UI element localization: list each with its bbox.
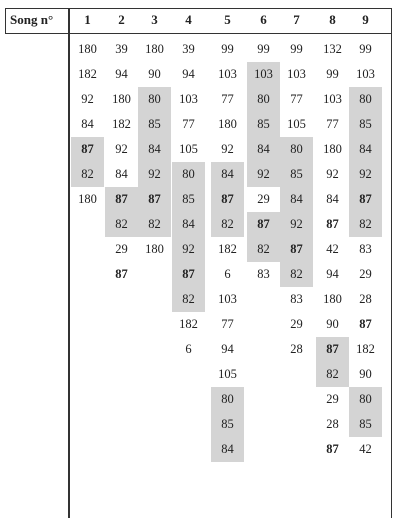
table-cell: 180 [78,192,97,206]
column-header-9: 9 [362,12,369,27]
table-cell: 99 [359,42,372,56]
table-cell: 180 [78,42,97,56]
table-cell: 103 [323,92,342,106]
table-cell: 94 [326,267,339,281]
table-cell: 87 [115,267,128,281]
table-cell: 92 [326,167,339,181]
header-label: Song n° [10,12,54,27]
table-cell: 87 [316,337,349,362]
table-cell: 105 [218,367,237,381]
table-cell: 82 [211,212,244,237]
table-cell: 29 [359,267,372,281]
table-cell: 42 [326,242,339,256]
table-cell: 84 [81,117,94,131]
table-cell: 82 [280,262,313,287]
column-header-3: 3 [151,12,158,27]
table-top-border [5,8,392,9]
table-cell: 80 [138,87,171,112]
table-cell: 99 [326,67,339,81]
column-header-8: 8 [329,12,336,27]
table-cell: 103 [218,67,237,81]
column-header-6: 6 [260,12,267,27]
table-cell: 29 [326,392,339,406]
table-cell: 87 [211,187,244,212]
label-column-separator [68,8,70,518]
table-cell: 92 [138,162,171,187]
table-cell: 92 [247,162,280,187]
table-cell: 83 [359,242,372,256]
table-cell: 77 [326,117,339,131]
table-cell: 182 [112,117,131,131]
table-cell: 6 [185,342,192,356]
table-cell: 87 [172,262,205,287]
table-cell: 77 [182,117,195,131]
table-cell: 99 [290,42,303,56]
table-cell: 180 [218,117,237,131]
table-cell: 80 [211,387,244,412]
table-cell: 85 [211,412,244,437]
table-cell: 6 [224,267,231,281]
table-cell: 85 [280,162,313,187]
table-cell: 87 [280,237,313,262]
table-cell: 92 [349,162,382,187]
table-cell: 182 [218,242,237,256]
table-cell: 82 [71,162,104,187]
table-cell: 77 [221,317,234,331]
table-cell: 94 [221,342,234,356]
table-cell: 85 [172,187,205,212]
table-cell: 85 [247,112,280,137]
table-cell: 87 [326,442,339,456]
table-cell: 92 [280,212,313,237]
table-cell: 80 [349,87,382,112]
table-cell: 105 [179,142,198,156]
table-cell: 90 [148,67,161,81]
table-cell: 103 [356,67,375,81]
table-cell: 84 [280,187,313,212]
table-cell: 84 [138,137,171,162]
table-cell: 99 [257,42,270,56]
table-cell: 103 [218,292,237,306]
table-cell: 80 [247,87,280,112]
table-cell: 87 [105,187,138,212]
table-cell: 82 [349,212,382,237]
table-cell: 180 [145,242,164,256]
header-bottom-border [5,33,392,34]
table-cell: 39 [182,42,195,56]
table-cell: 180 [323,292,342,306]
table-cell: 180 [112,92,131,106]
table-cell: 82 [247,237,280,262]
table-cell: 85 [349,112,382,137]
table-cell: 99 [221,42,234,56]
table-cell: 92 [81,92,94,106]
table-cell: 103 [247,62,280,87]
table-cell: 94 [182,67,195,81]
table-cell: 39 [115,42,128,56]
table-cell: 132 [323,42,342,56]
table-cell: 92 [172,237,205,262]
table-cell: 29 [290,317,303,331]
table-cell: 85 [138,112,171,137]
table-cell: 83 [290,292,303,306]
table-cell: 92 [221,142,234,156]
table-cell: 84 [172,212,205,237]
table-cell: 80 [172,162,205,187]
header-left-border [5,8,6,34]
table-cell: 82 [138,212,171,237]
table-cell: 77 [290,92,303,106]
column-header-2: 2 [118,12,125,27]
table-cell: 182 [78,67,97,81]
table-cell: 84 [211,437,244,462]
table-cell: 87 [138,187,171,212]
table-cell: 29 [115,242,128,256]
column-header-1: 1 [84,12,91,27]
table-cell: 103 [179,92,198,106]
table-cell: 90 [326,317,339,331]
column-header-7: 7 [293,12,300,27]
table-cell: 28 [359,292,372,306]
table-cell: 87 [326,217,339,231]
table-cell: 87 [349,187,382,212]
table-cell: 84 [349,137,382,162]
table-cell: 80 [349,387,382,412]
table-cell: 87 [71,137,104,162]
table-cell: 82 [105,212,138,237]
table-cell: 28 [290,342,303,356]
table-cell: 84 [247,137,280,162]
table-cell: 29 [257,192,270,206]
table-right-border [391,8,392,518]
table-cell: 80 [280,137,313,162]
table-cell: 87 [247,212,280,237]
column-header-4: 4 [185,12,192,27]
table-cell: 182 [179,317,198,331]
table-cell: 180 [323,142,342,156]
table-cell: 77 [221,92,234,106]
table-cell: 85 [349,412,382,437]
table-cell: 84 [326,192,339,206]
table-cell: 83 [257,267,270,281]
table-cell: 103 [287,67,306,81]
table-cell: 84 [211,162,244,187]
table-cell: 90 [359,367,372,381]
table-cell: 82 [172,287,205,312]
table-cell: 105 [287,117,306,131]
table-cell: 87 [359,317,372,331]
table-cell: 182 [356,342,375,356]
table-cell: 42 [359,442,372,456]
table-cell: 82 [316,362,349,387]
table-cell: 84 [115,167,128,181]
table-cell: 92 [115,142,128,156]
table-cell: 28 [326,417,339,431]
column-header-5: 5 [224,12,231,27]
table-cell: 94 [115,67,128,81]
table-cell: 180 [145,42,164,56]
